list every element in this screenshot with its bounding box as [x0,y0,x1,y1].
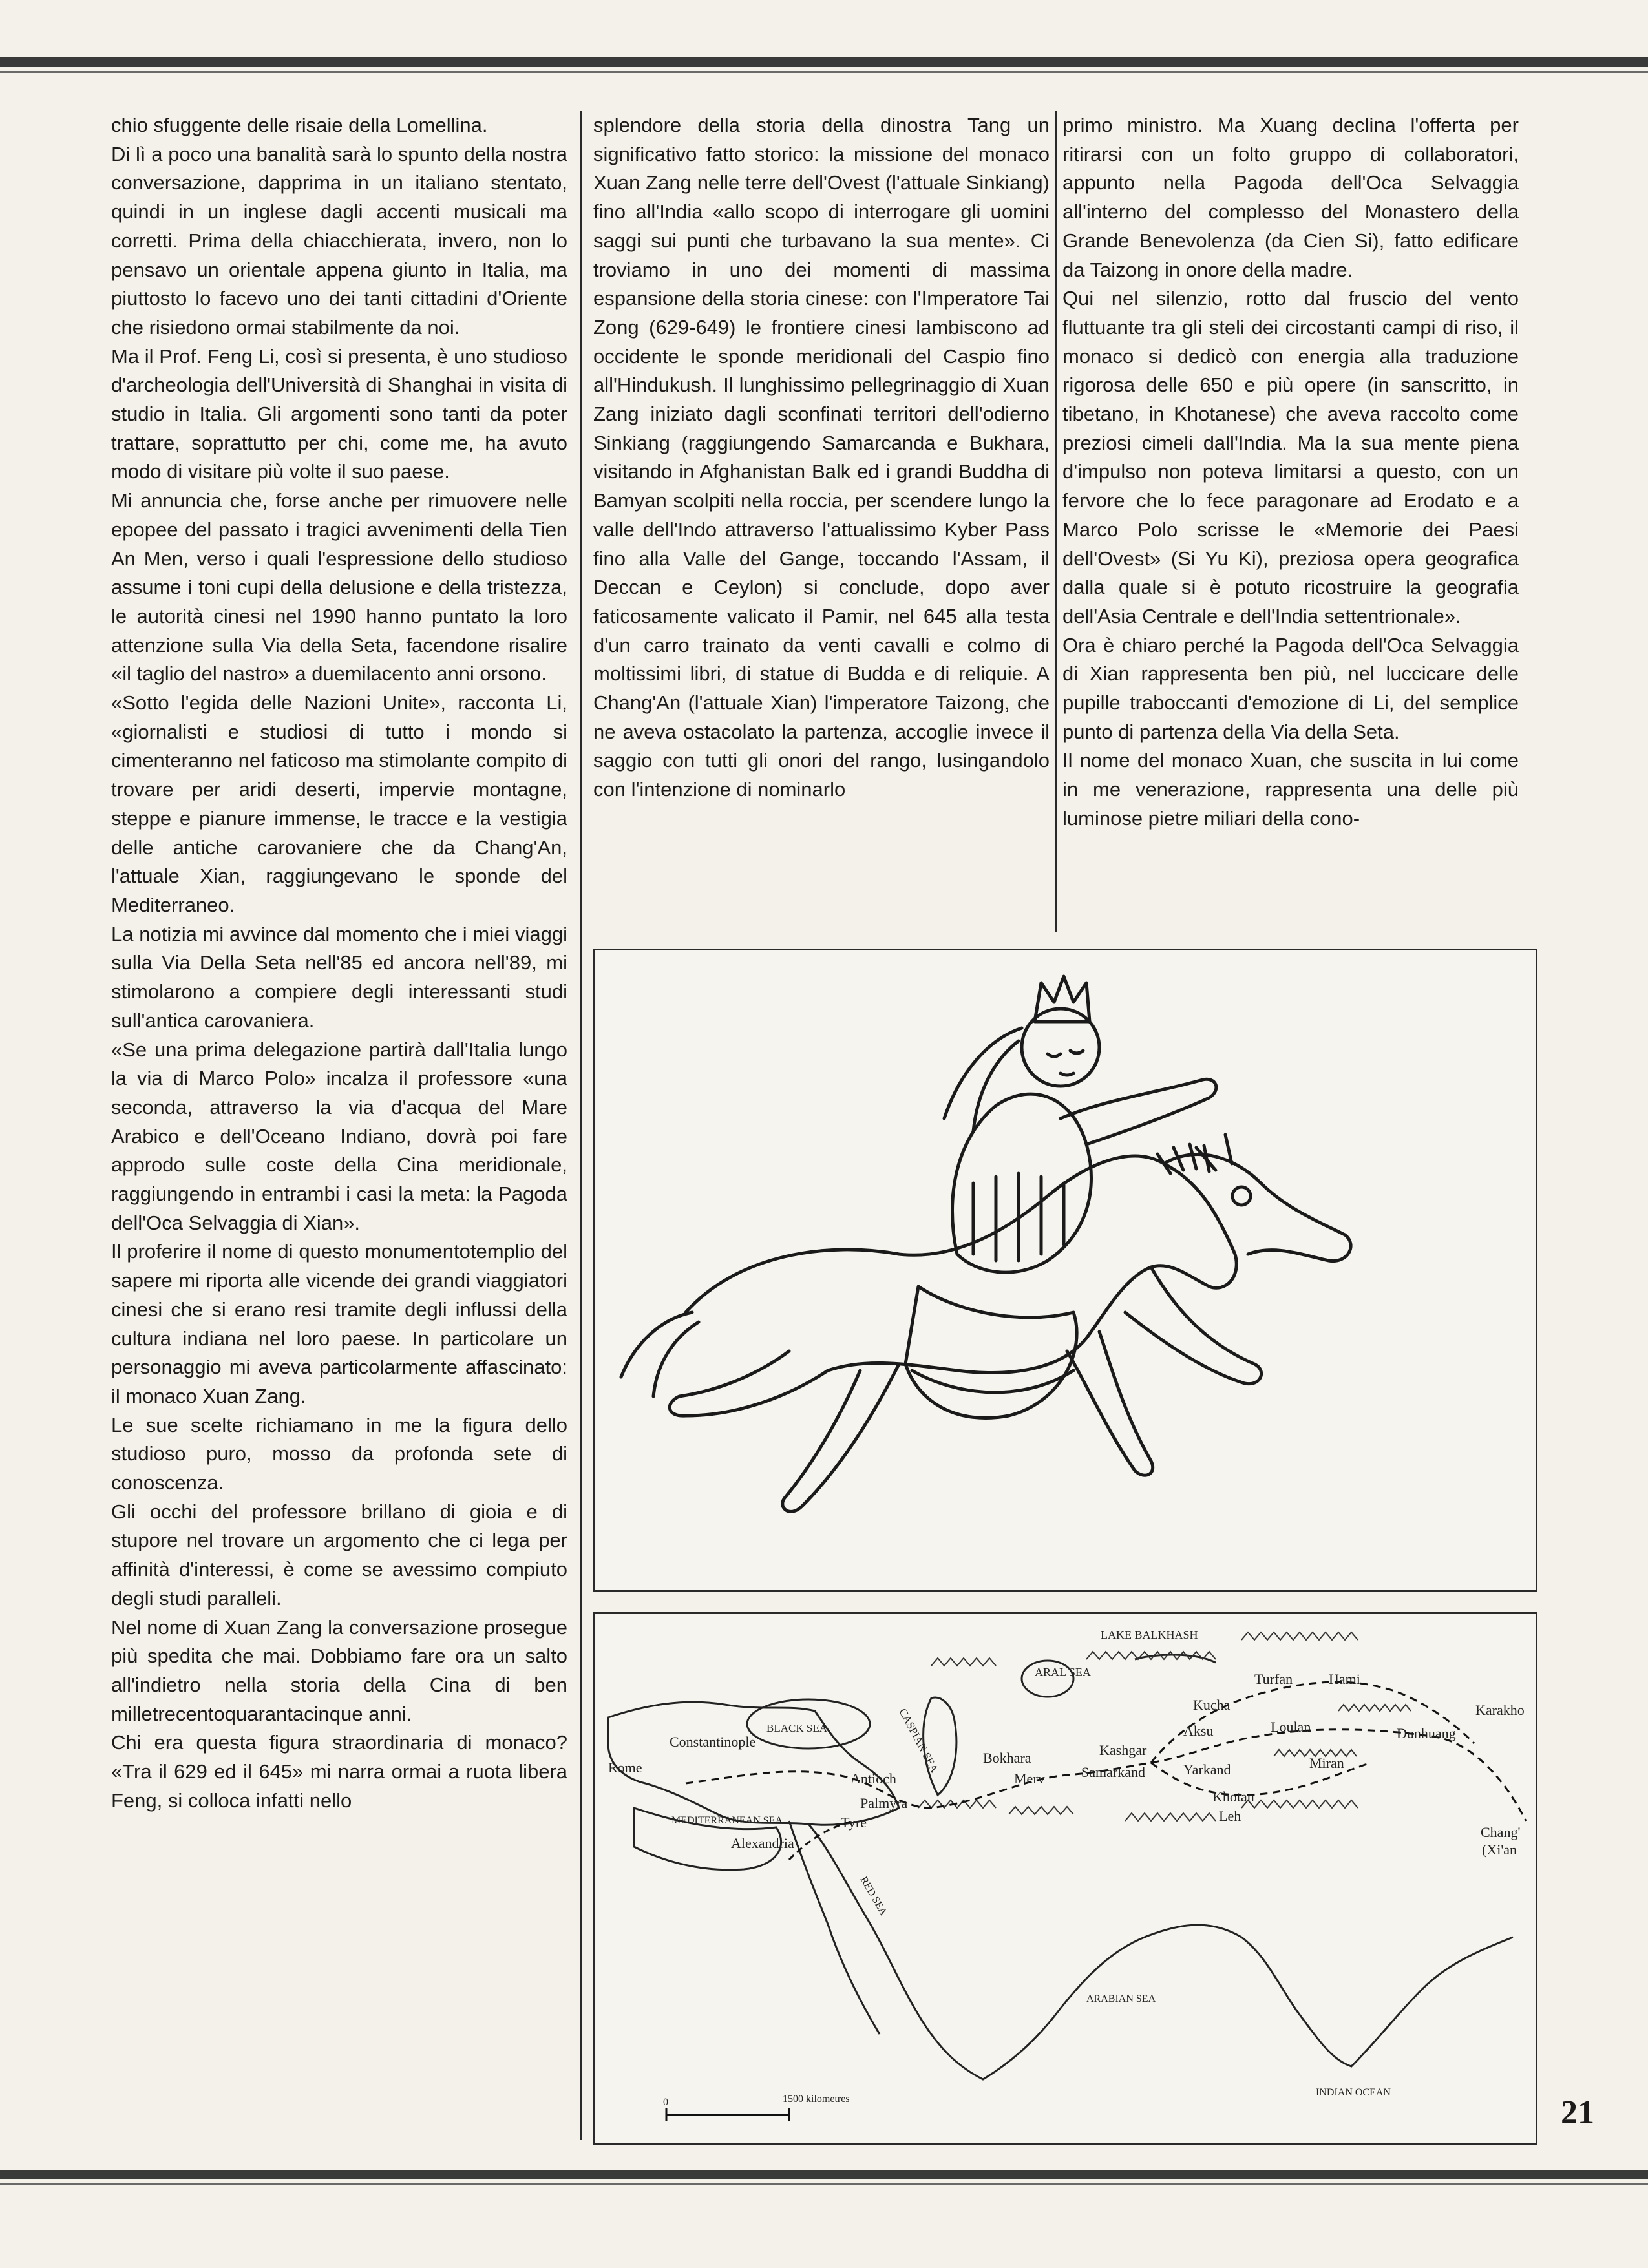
map-label: LAKE BALKHASH [1101,1628,1198,1641]
map-city: Samarkand [1081,1764,1145,1780]
text-column-1 [111,111,567,1815]
bottom-rule-thin [0,2183,1648,2185]
map-city: Aksu [1183,1723,1214,1739]
map-city: Turfan [1254,1671,1293,1687]
paragraph: primo ministro. Ma Xuang declina l'offerta per ritirarsi con un folto gruppo di collaboratori, appunto nella Pagoda dell'Oca Selvaggia all'interno del complesso del Monastero della Grande Benevolenza (da Cien Si), fatto edificare da Taizong in onore della madre. [1062,114,1519,281]
paragraph: Ma il Prof. Feng Li, così si presenta, è uno studioso d'archeologia dell'Università di Shanghai in visita di studio in Italia. Gli argomenti sono tanti da poter trattare, soprattutto per chi, come me, ha avuto modo di visitare più volte il suo paese. [111,344,567,483]
map-city: Tyre [841,1814,867,1831]
europe-coast [608,1702,899,1825]
paragraph: Il proferire il nome di questo monumentotemplio del sapere mi riporta alle vicende dei grandi viaggiatori cinesi che si erano resi tramite degli influssi della cultura indiana nel loro paese. In particolare un personaggio mi aveva particolarmente affascinato: il monaco Xuan Zang. [111,1240,567,1407]
map-city: Leh [1219,1808,1241,1824]
top-rule-thin [0,71,1648,73]
page-number: 21 [1561,2094,1594,2131]
map-city: Antioch [850,1770,896,1787]
map-label: BLACK SEA [766,1722,827,1734]
horseman-illustration [593,949,1537,1592]
paragraph: «Sotto l'egida delle Nazioni Unite», racconta Li, «giornalisti e studiosi di tutto i mondo si cimenteranno nel faticoso ma stimolante compito di trovare per aridi deserti, impervie montagne, steppe e pianure immense, le tracce e la vestigia delle antiche carovaniere che da Chang'An, l'attuale Xian, raggiungevano le sponde del Mediterraneo. [111,691,567,916]
map-city: Constantinople [670,1734,756,1750]
horse-head [1164,1155,1351,1261]
map-city: (Xi'an [1482,1842,1517,1858]
map-scale [663,2094,850,2121]
paragraph: «Se una prima delegazione partirà dall'Italia lungo la via di Marco Polo» incalza il professore «una seconda, attraverso la via d'acqua del Mare Arabico e dell'Oceano Indiano, dovrà poi fare approdo sulle coste della Cina meridionale, raggiungendo in entrambi i casi la meta: la Pagoda dell'Oca Selvaggia di Xian». [111,1038,567,1234]
map-city: Karakho [1475,1702,1525,1718]
map-label: INDIAN OCEAN [1316,2087,1391,2098]
map-city: Chang' [1481,1824,1521,1840]
scale-distance: 1500 kilometres [783,2094,850,2105]
map-city: Bokhara [983,1750,1031,1766]
map-city: Rome [608,1759,642,1776]
asia-coast [808,1824,1513,2079]
top-rule [0,57,1648,67]
paragraph: La notizia mi avvince dal momento che i miei viaggi sulla Via Della Seta nell'85 ed ancora nell'89, mi stimolarono a compiere degli interessanti studi sull'antica carovaniera. [111,922,567,1032]
map-city: Hami [1329,1671,1360,1687]
paragraph: Qui nel silenzio, rotto dal fruscio del vento fluttuante tra gli steli dei circostanti campi di riso, il monaco si dedicò con energia alla traduzione rigorosa delle 650 e più opere (in sanscritto, in tibetano, in Khotanese) che aveva raccolto come preziosi cimeli dall'India. Ma la sua mente piena d'impulso non poteva limitarsi a questo, con un fervore che lo fece paragonare ad Erodato e a Marco Polo scrisse le «Memorie dei Paesi dell'Ovest» (Si Yu Ki), preziosa opera geografica dalla quale si è potuto ricostruire la geografia dell'Asia Centrale e dell'India settentrionale». [1062,287,1519,627]
paragraph: Nel nome di Xuan Zang la conversazione prosegue più spedita che mai. Dobbiamo fare ora un salto all'indietro nella storia della Cina di ben milletrecentoquarantacinque anni. [111,1615,567,1725]
column-divider [580,111,582,2140]
paragraph: Ora è chiaro perché la Pagoda dell'Oca Selvaggia di Xian rappresenta ben più, nel luccicare delle pupille traboccanti d'emozione di Li, del semplice punto di partenza della Via della Seta. [1062,633,1519,743]
horse-outline [686,1156,1236,1372]
map-label: ARABIAN SEA [1086,1993,1156,2004]
paragraph: Il nome del monaco Xuan, che suscita in lui come in me venerazione, rappresenta una delle più luminose pietre miliari della cono- [1062,749,1519,830]
text-column-2 [593,111,1050,804]
scale-zero: 0 [663,2097,668,2108]
paragraph: splendore della storia della dinostra Tang un significativo fatto storico: la missione del monaco Xuan Zang nelle terre dell'Ovest (l'attuale Sinkiang) fino all'India «allo scopo di interrogare gli uomini saggi sui punti che turbavano la sua mente». Ci troviamo in uno dei momenti di massima espansione della storia cinese: con l'Imperatore Tai Zong (629-649) le frontiere cinesi lambiscono ad occidente le sponde meridionali del Caspio fino all'Hindukush. Il lunghissimo pellegrinaggio di Xuan Zang iniziato dagli sconfinati territori dell'odierno Sinkiang (raggiungendo Samarcanda e Bukhara, visitando in Afghanistan Balk ed i grandi Buddha di Bamyan scolpiti nella roccia, per scendere lungo la valle dell'Indo attraverso l'attualissimo Kyber Pass fino alla Valle del Gange, toccando l'Assam, il Deccan e Ceylon) si conclude, dopo aver faticosamente valicato il Pamir, nel 645 alla testa d'un carro trainato da venti cavalli e colmo di moltissimi libri, di statue di Budda e di reliquie. A Chang'An (l'attuale Xian) l'imperatore Taizong, che ne aveva ostacolato la partenza, accoglie invece il saggio con tutti gli onori del rango, lusingandolo con l'intenzione di nominarlo [593,114,1050,801]
paragraph: Di lì a poco una banalità sarà lo spunto della nostra conversazione, dapprima in un italiano stentato, quindi in un inglese dagli accenti musicali ma corretti. Prima della chiacchierata, invero, non lo pensavo un orientale appena giunto in Italia, ma piuttosto lo facevo uno dei tanti cittadini d'Oriente che risiedono ormai stabilmente da noi. [111,142,567,339]
paragraph: Mi annuncia che, forse anche per rimuovere nelle epopee del passato i tragici avvenimenti della Tien An Men, verso i quali l'espressione dello studioso assume i toni cupi della delusione e della tristezza, le autorità cinesi nel 1990 hanno puntato la loro attenzione sulla Via della Seta, facendone risalire «il taglio del nastro» a duemilacento anni orsono. [111,489,567,686]
map-city: Kashgar [1099,1742,1147,1758]
paragraph: Chi era questa figura straordinaria di monaco? «Tra il 629 ed il 645» mi narra ormai a ruota libera Feng, si colloca infatti nello [111,1731,567,1812]
map-label: ARAL SEA [1035,1666,1091,1679]
map-label: RED SEA [858,1874,889,1918]
map-label: CASPIAN SEA [896,1706,941,1775]
bottom-rule [0,2170,1648,2179]
horse-rider-drawing [595,950,1532,1586]
silk-road-map [593,1612,1537,2145]
map-city: Miran [1309,1755,1344,1771]
map-city: Alexandria [731,1835,794,1851]
paragraph: chio sfuggente delle risaie della Lomellina. [111,114,488,136]
map-city: Yarkand [1183,1761,1231,1778]
map-city: Merv [1014,1770,1045,1787]
red-sea-coast [789,1821,880,2034]
paragraph: Gli occhi del professore brillano di gioia e di stupore nel trovare un argomento che ci lega per affinità d'interessi, è come se avessimo compiuto degli studi paralleli. [111,1500,567,1610]
column-divider [1055,111,1057,932]
map-city: Khotan [1212,1789,1254,1805]
paragraph: Le sue scelte richiamano in me la figura dello studioso puro, mosso da profonda sete di conoscenza. [111,1413,567,1495]
map-city: Dunhuang [1397,1725,1456,1741]
map-city: Palmyra [860,1795,908,1811]
map-city: Loulan [1271,1719,1311,1735]
text-column-3 [1062,111,1519,834]
map-city: Kucha [1193,1697,1231,1713]
map-label: MEDITERRANEAN SEA [671,1815,783,1826]
map-drawing [595,1614,1532,2139]
